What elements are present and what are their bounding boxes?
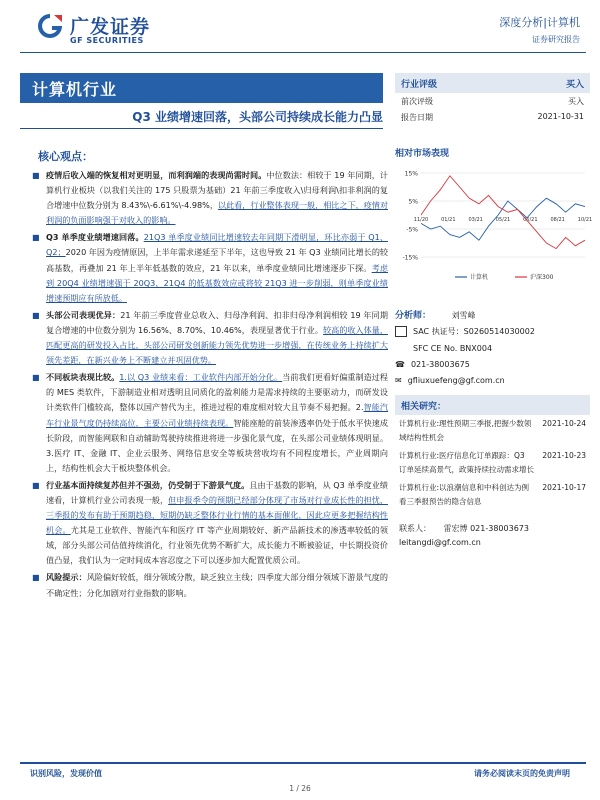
bullet-icon: ■ [32, 233, 40, 243]
bullet-icon: ■ [32, 310, 40, 320]
analyst-cert: SAC 执证号：S0260514030002 [413, 327, 535, 336]
paragraph-1 [30, 168, 388, 228]
paragraph-text: 中位数法：相较于 19 年同期，计算机行业板块（以我们关注的 175 只股票为基础）21 年前三季度收入\归母利润\扣非利润的复合增速中位数分别为 8.43%\-6.61%\-4.98%， [46, 170, 388, 211]
contact-email[interactable]: leitangdi@gf.com.cn [399, 538, 481, 547]
paragraph-lead: 头部公司表现优异： [46, 309, 121, 320]
report-subtype: 证券研究报告 [532, 35, 580, 44]
rating-value: 买入 [565, 80, 584, 90]
analyst-cert-row [395, 326, 535, 337]
footer-divider [20, 762, 586, 764]
related-item[interactable] [395, 479, 590, 511]
report-date-row [395, 109, 590, 125]
rating-header [395, 73, 590, 93]
x-tick-label: 08/21 [550, 217, 565, 223]
x-tick-label: 05/21 [495, 217, 511, 223]
chart-title: 相对市场表现 [395, 149, 450, 159]
related-item-text: 计算机行业:医疗信息化订单跟踪：Q3 订单延续高景气，政策持续拉动需求增长 [399, 451, 534, 474]
page-number: 1 / 26 [289, 784, 311, 793]
bullet-icon: ■ [32, 171, 40, 180]
related-item[interactable] [395, 447, 590, 479]
paragraph-highlight: 智能汽车行业景气度仍持续高位，主要公司业绩持续表现。 [46, 402, 388, 428]
rating-box [395, 73, 590, 125]
relative-performance-chart [395, 165, 593, 287]
footer-disclaimer: 请务必阅读末页的免责声明 [474, 769, 570, 778]
paragraph-highlight: 1.以 Q3 业绩来看：工业软件内部开始分化。 [119, 372, 283, 383]
main-content [30, 168, 388, 603]
paragraph-text: 2020 年因为疫情原因，上半年需求递延至下半年，这也导致 21 年 Q3 业绩同比增长的较高基数，再叠加 21 年上半年低基数的效应，21 年以来，单季度业绩同比增速逐步下探。 [46, 247, 389, 273]
paragraph-text: 尤其是工业软件、智能汽车和医疗 IT 等产业周期较好、新产品新技术的渗透率较低的领域，部分头部公司估值持续消化，行业领先优势不断扩大，成长能力不断被验证，中长期投资价值凸显，我们认为一定时间成本容忍度之下可以逐步加大配置优质公司。 [46, 525, 388, 566]
related-item-date: 2021-10-24 [542, 419, 586, 428]
rating-label: 行业评级 [401, 80, 438, 90]
analyst-email-row [395, 376, 505, 385]
report-date-label: 报告日期 [401, 113, 433, 122]
paragraph-highlight: 21Q3 单季度业绩同比增速较去年同期下滑明显，环比亦弱于 Q1、Q2； [46, 232, 388, 258]
x-tick-label: 03/21 [468, 217, 483, 223]
prev-rating-value: 买入 [568, 97, 584, 106]
phone-icon: ☎ [395, 360, 405, 369]
related-item-date: 2021-10-23 [542, 451, 586, 460]
paragraph-text: 当前我们更看好偏重制造过程的 MES 类软件，下游制造业相对透明且同质化的盈利能力是需求持续的主要驱动力，而研发设计类软件门槛较高，整体以国产替代为主，推进过程的难度相对较大且节奏不易把握。2. [46, 372, 388, 413]
analyst-name: 刘雪峰 [451, 311, 476, 320]
paragraph-highlight: 以此看，行业整体表现一般，相比之下，疫情对利润的负面影响强于对收入的影响。 [46, 200, 388, 226]
paragraph-text: 且由于基数的影响，从 Q3 单季度业绩速看，计算机行业公司表现一般， [46, 479, 388, 505]
analyst-label: 分析师： [395, 311, 432, 321]
paragraph-highlight: 较高的收入体量，匹配更高的研发投入占比，头部公司研发创新能力领先优势进一步增强，在传统业务上持续扩大领先差距，在新兴业务上不断建立并巩固优势。 [46, 324, 388, 366]
bullet-icon: ■ [32, 573, 40, 583]
legend-label: 计算机 [470, 274, 489, 281]
paragraph-lead: Q3 单季度业绩增速回落。 [46, 232, 144, 243]
legend-label: 沪深300 [530, 274, 554, 281]
series-line-1 [421, 176, 585, 249]
analyst-row [395, 308, 476, 321]
analyst-email[interactable]: gfliuxuefeng@gf.com.cn [407, 376, 505, 385]
subtitle-divider [20, 128, 383, 129]
x-tick-label: 01/21 [441, 217, 456, 223]
paragraph-text: 21 年前三季度营业总收入、归母净利润、扣非归母净利润相较 19 年同期复合增速的中位数分别为 16.56%、8.70%、10.46%，表现显著优于行业。 [46, 309, 388, 335]
x-tick-label: 11/20 [413, 217, 429, 223]
related-research [395, 395, 590, 549]
report-date-value: 2021-10-31 [537, 112, 584, 121]
related-title: 相关研究： [401, 402, 447, 412]
mail-icon: ✉ [395, 376, 402, 385]
paragraph-4 [30, 370, 388, 476]
bullet-icon: ■ [32, 480, 40, 490]
core-views-heading: 核心观点： [38, 150, 93, 163]
x-tick-label: 06/21 [523, 217, 538, 223]
contact-name: 雷宏博 [443, 524, 468, 533]
paragraph-lead: 不同板块表现比较。 [46, 372, 120, 383]
paragraph-highlight: 考虑到 20Q4 业绩增速强于 20Q3，21Q4 的低基数效应或将较 21Q3 进一步削弱，则单季度业绩增速预期应有所放低。 [46, 262, 388, 303]
paragraph-5 [30, 478, 388, 569]
contact-phone: 021-38003673 [470, 524, 529, 533]
gf-logo-icon [36, 12, 64, 40]
paragraph-highlight: 但申报季令的预期已经部分体现了市场对行业成长性的担忧，三季报的发布有助于预期趋稳，短期仍缺乏整体行业行情的基本面催化，因此应更多把握结构性机会。 [46, 494, 388, 536]
analyst-sfc: SFC CE No. BNX004 [413, 344, 493, 353]
analyst-phone: 021-38003675 [410, 360, 470, 369]
logo-text-en: GF SECURITIES [70, 36, 144, 45]
contact-label: 联系人： [399, 524, 431, 533]
industry-title-bar [20, 73, 383, 103]
report-type: 深度分析|计算机 [499, 16, 580, 29]
related-item-text: 计算机行业:理性预期三季报,把握少数领域结构性机会 [399, 419, 532, 442]
paragraph-lead: 疫情后收入端的恢复相对更明显，而利润端的表现尚需时间。 [46, 170, 267, 180]
y-tick-label: 15% [404, 170, 418, 178]
related-item-date: 2021-10-17 [542, 483, 586, 492]
header-divider [20, 52, 586, 53]
page-header [0, 0, 600, 62]
paragraph-text: 智能座舱的前装渗透率仍处于低水平快速成长阶段，而智能网联和自动辅助驾驶持续推进将进一步强化景气度，在头部公司业绩体现明显。3.医疗 IT、金融 IT、企业云服务、网络信息安全等板块营收均有不同程度增长，产业周期向上，结构性机会大于板块整体机会。 [46, 417, 388, 473]
contact-row [395, 511, 590, 536]
y-tick-label: -15% [402, 254, 418, 262]
bullet-icon: ■ [32, 373, 40, 383]
id-card-icon [395, 326, 407, 337]
related-header [395, 395, 590, 415]
paragraph-text: 风险偏好较低，细分领域分散，缺乏独立主线；四季度大部分细分领域下游景气度的不确定性；分化加剧对行业指数的影响。 [46, 572, 388, 598]
paragraph-3 [30, 308, 388, 368]
report-subtitle: Q3 业绩增速回落，头部公司持续成长能力凸显 [132, 110, 383, 124]
x-tick-label: 10/21 [577, 217, 593, 223]
paragraph-6 [30, 570, 388, 600]
logo-text-cn: 广发证券 [70, 16, 151, 38]
paragraph-2 [30, 230, 388, 305]
related-item-text: 计算机行业:以浪潮信息和中科创达为例看三季报预告的隐含信息 [399, 483, 530, 506]
prev-rating-label: 前次评级 [401, 97, 433, 106]
analyst-phone-row [395, 360, 470, 369]
industry-title: 计算机行业 [32, 80, 118, 99]
y-tick-label: 5% [408, 198, 418, 206]
footer-slogan: 识别风险，发现价值 [30, 769, 102, 778]
paragraph-lead: 风险提示： [46, 572, 87, 583]
paragraph-lead: 行业基本面持续复苏但并不强劲，仍受制于下游景气度。 [46, 479, 250, 490]
y-tick-label: -5% [406, 226, 418, 234]
related-item[interactable] [395, 415, 590, 447]
prev-rating-row [395, 93, 590, 109]
